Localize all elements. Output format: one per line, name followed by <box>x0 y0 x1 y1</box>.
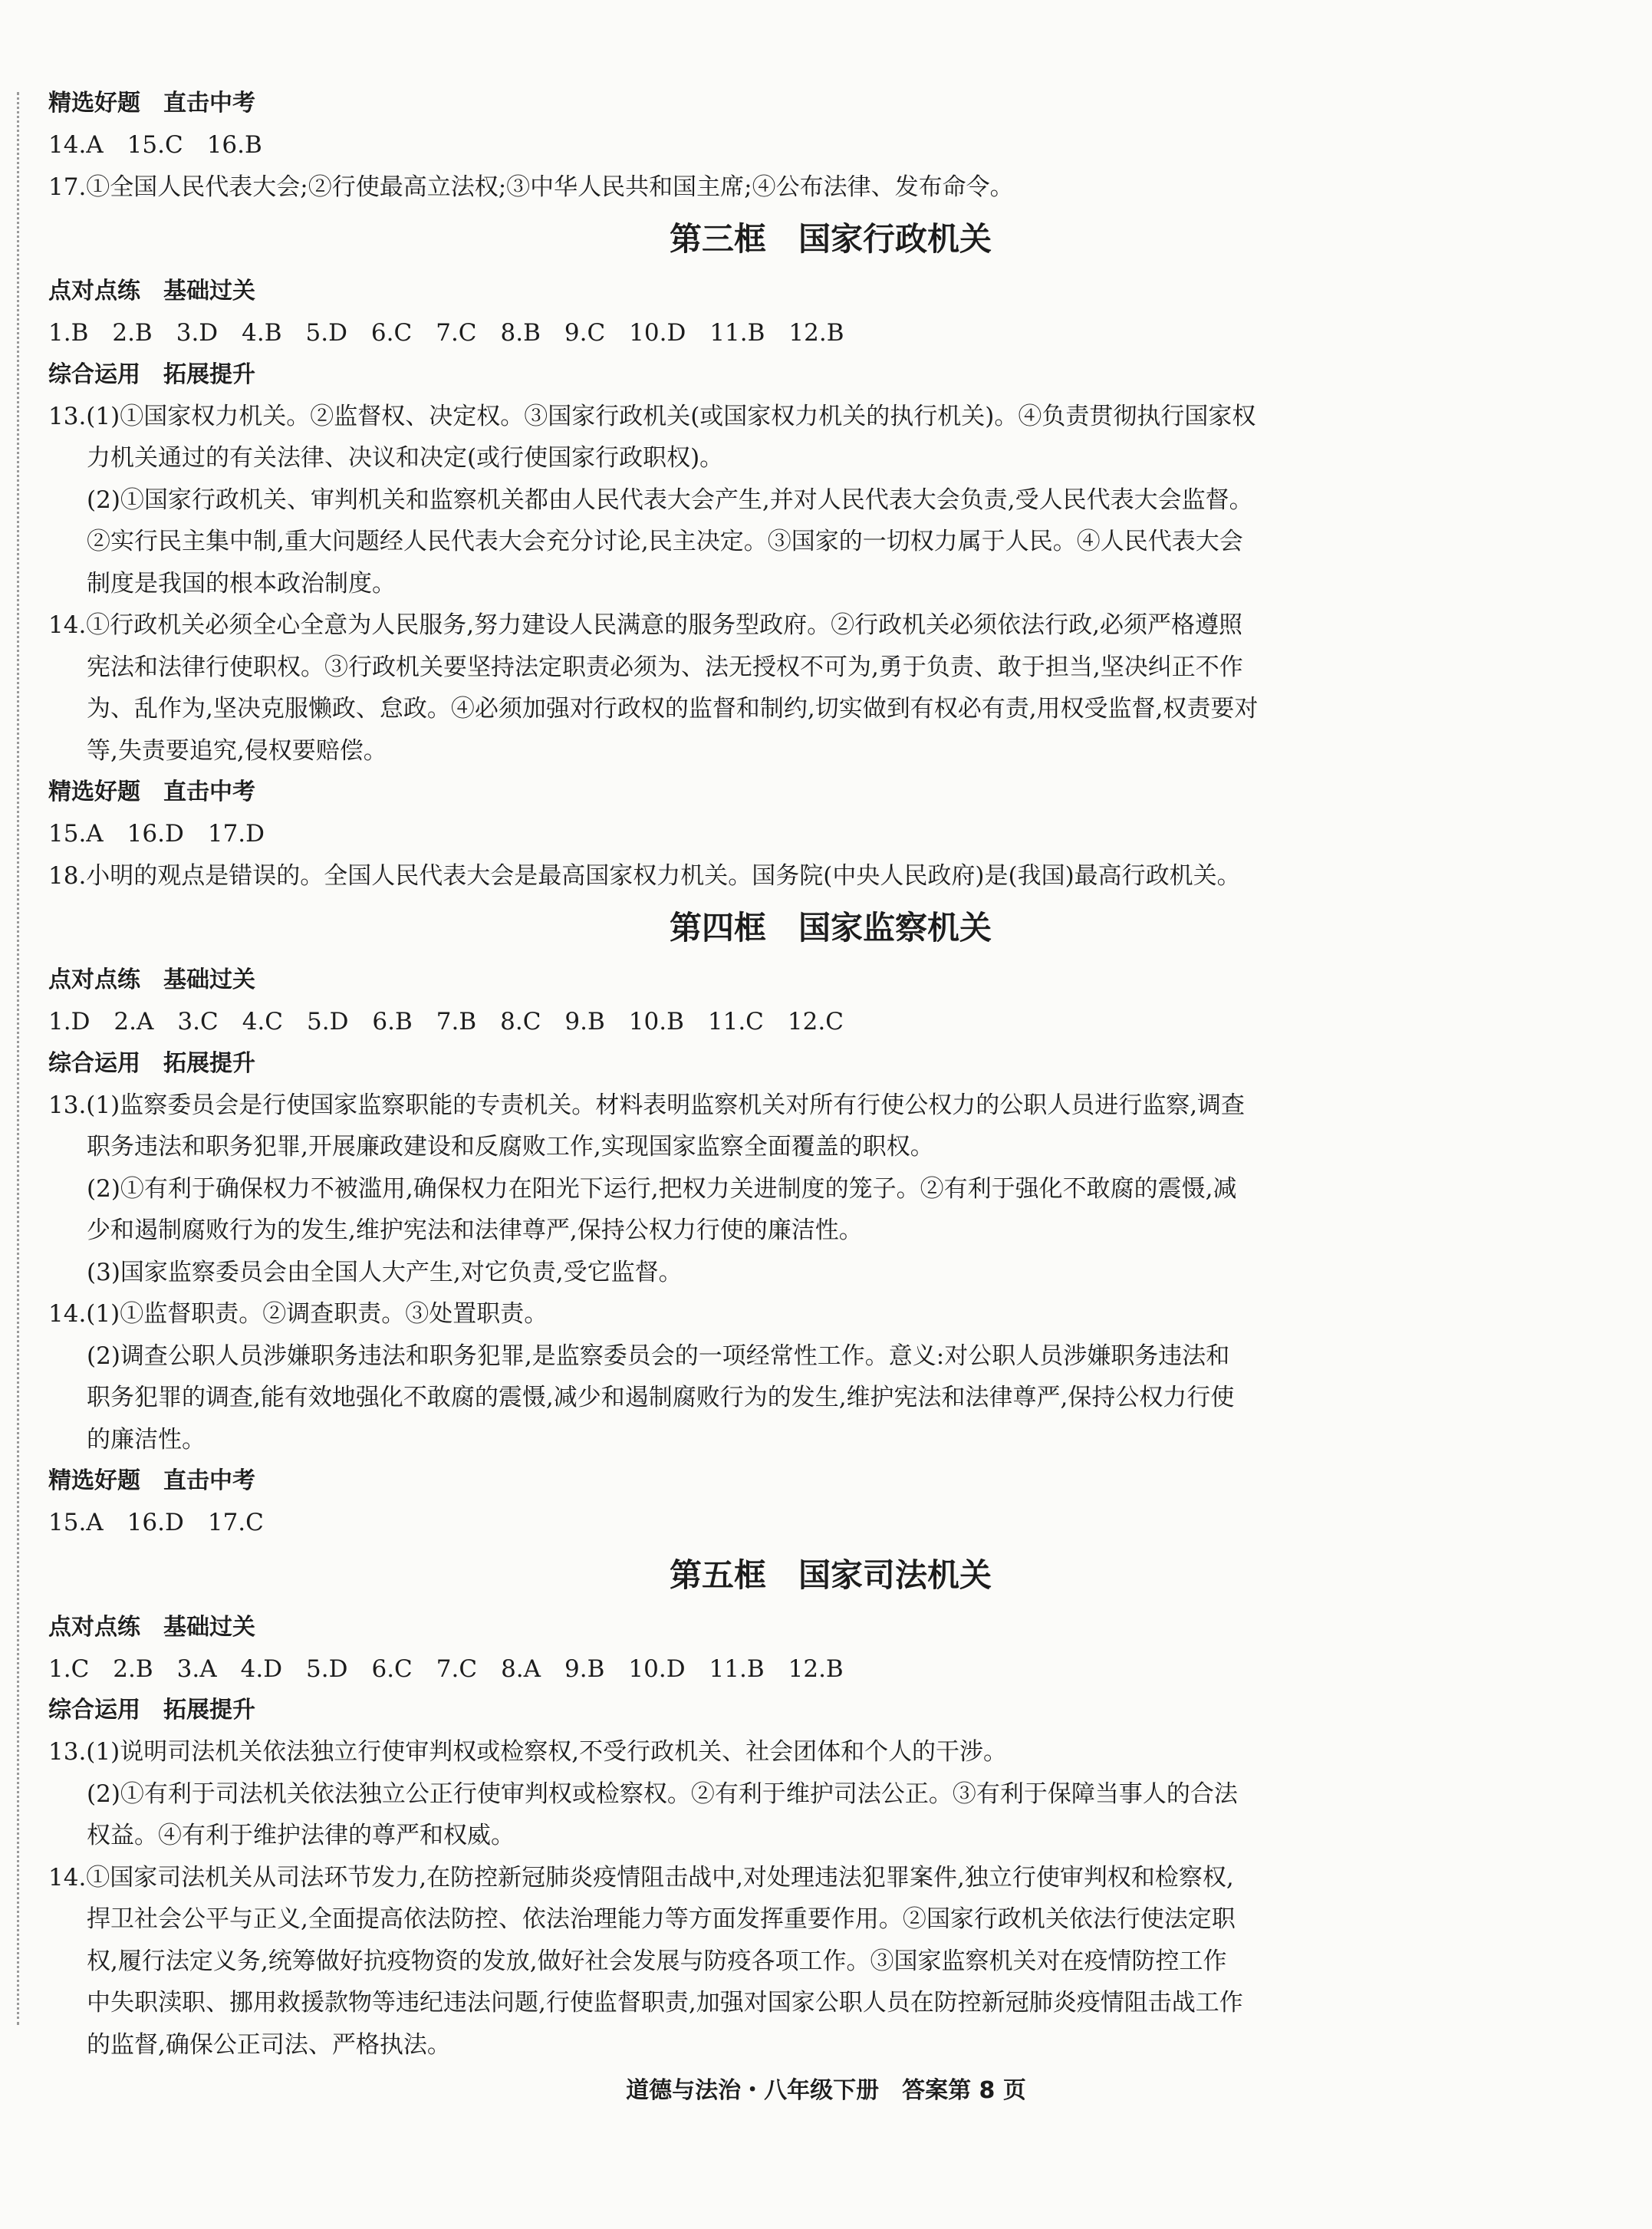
answer-line: ②实行民主集中制,重大问题经人民代表大会充分讨论,民主决定。③国家的一切权力属于人民。④人民代表大会 <box>87 528 1243 555</box>
answer-line: 职务犯罪的调查,能有效地强化不敢腐的震慑,减少和遏制腐败行为的发生,维护宪法和法律尊严,保持公权力行使 <box>87 1384 1235 1411</box>
section-heading-zonghe: 综合运用 拓展提升 <box>48 1697 255 1724</box>
answer-line: 职务违法和职务犯罪,开展廉政建设和反腐败工作,实现国家监察全面覆盖的职权。 <box>87 1133 934 1161</box>
frame-title-4: 第四框 国家监察机关 <box>669 909 992 947</box>
answer-line: (2)调查公职人员涉嫌职务违法和职务犯罪,是监察委员会的一项经常性工作。意义:对公职人员涉嫌职务违法和 <box>87 1342 1230 1370</box>
answer-line: 13.(1)①国家权力机关。②监督权、决定权。③国家行政机关(或国家权力机关的执行机关)。④负责贯彻执行国家权 <box>48 402 1256 430</box>
answer-line: 中失职渎职、挪用救援款物等违纪违法问题,行使监督职责,加强对国家公职人员在防控新冠肺炎疫情阻击战工作 <box>87 1989 1243 2017</box>
answer-line: 为、乱作为,坚决克服懒政、怠政。④必须加强对行政权的监督和制约,切实做到有权必有责,用权受监督,权责要对 <box>87 695 1259 723</box>
section-heading-jingxuan: 精选好题 直击中考 <box>48 779 255 805</box>
answer-line: 17.①全国人民代表大会;②行使最高立法权;③中华人民共和国主席;④公布法律、发布命令。 <box>48 173 1014 201</box>
answer-line: 的廉洁性。 <box>87 1425 206 1454</box>
section-heading-zonghe: 综合运用 拓展提升 <box>48 1049 255 1077</box>
answer-line: 权,履行法定义务,统筹做好抗疫物资的发放,做好社会发展与防疫各项工作。③国家监察机关对在疫情防控工作 <box>87 1947 1227 1975</box>
section-heading-jingxuan: 精选好题 直击中考 <box>48 90 255 117</box>
answer-line: (2)①有利于司法机关依法独立公正行使审判权或检察权。②有利于维护司法公正。③有利于保障当事人的合法 <box>87 1780 1238 1808</box>
section-heading-dianduidian: 点对点练 基础过关 <box>48 278 255 305</box>
answer-line: 13.(1)监察委员会是行使国家监察职能的专责机关。材料表明监察机关对所有行使公权力的公职人员进行监察,调查 <box>48 1091 1246 1119</box>
binding-dotted-line <box>17 92 19 2025</box>
mc-answers: 1.C 2.B 3.A 4.D 5.D 6.C 7.C 8.A 9.B 10.D 11.B 12.B <box>48 1654 844 1683</box>
page-footer: 道德与法治・八年级下册 答案第 8 页 <box>626 2077 1026 2104</box>
answer-line: 14.①国家司法机关从司法环节发力,在防控新冠肺炎疫情阻击战中,对处理违法犯罪案件,独立行使审判权和检察权, <box>48 1863 1234 1892</box>
answer-line: 力机关通过的有关法律、决议和决定(或行使国家行政职权)。 <box>87 444 724 472</box>
answer-line: 制度是我国的根本政治制度。 <box>87 569 396 598</box>
answer-line: 少和遏制腐败行为的发生,维护宪法和法律尊严,保持公权力行使的廉洁性。 <box>87 1217 863 1244</box>
mc-answers: 1.D 2.A 3.C 4.C 5.D 6.B 7.B 8.C 9.B 10.B 11.C 12.C <box>48 1008 844 1035</box>
answer-line: (3)国家监察委员会由全国人大产生,对它负责,受它监督。 <box>87 1258 683 1286</box>
answer-line: 15.A 16.D 17.C <box>48 1509 264 1536</box>
answer-line: 15.A 16.D 17.D <box>48 820 265 848</box>
section-heading-zonghe: 综合运用 拓展提升 <box>48 361 255 388</box>
section-heading-dianduidian: 点对点练 基础过关 <box>48 966 255 993</box>
answer-line: (2)①有利于确保权力不被滥用,确保权力在阳光下运行,把权力关进制度的笼子。②有利于强化不敢腐的震慑,减 <box>87 1174 1237 1203</box>
answer-line: 等,失责要追究,侵权要赔偿。 <box>87 736 387 765</box>
answer-line: 宪法和法律行使职权。③行政机关要坚持法定职责必须为、法无授权不可为,勇于负责、敢于担当,坚决纠正不作 <box>87 653 1243 681</box>
answer-line: 14.①行政机关必须全心全意为人民服务,努力建设人民满意的服务型政府。②行政机关必须依法行政,必须严格遵照 <box>48 611 1243 639</box>
answer-line: 14.A 15.C 16.B <box>48 131 262 159</box>
answer-line: 的监督,确保公正司法、严格执法。 <box>87 2030 451 2059</box>
answer-line: (2)①国家行政机关、审判机关和监察机关都由人民代表大会产生,并对人民代表大会负责,受人民代表大会监督。 <box>87 486 1253 514</box>
frame-title-3: 第三框 国家行政机关 <box>669 220 992 258</box>
answer-line: 13.(1)说明司法机关依法独立行使审判权或检察权,不受行政机关、社会团体和个人的干涉。 <box>48 1738 1008 1766</box>
answer-line: 14.(1)①监督职责。②调查职责。③处置职责。 <box>48 1300 548 1328</box>
answer-page <box>48 83 1613 2066</box>
answer-line: 捍卫社会公平与正义,全面提高依法防控、依法治理能力等方面发挥重要作用。②国家行政机关依法行使法定职 <box>87 1905 1236 1933</box>
section-heading-dianduidian: 点对点练 基础过关 <box>48 1613 255 1641</box>
answer-line: 18.小明的观点是错误的。全国人民代表大会是最高国家权力机关。国务院(中央人民政府)是(我国)最高行政机关。 <box>48 861 1241 890</box>
frame-title-5: 第五框 国家司法机关 <box>669 1556 992 1594</box>
answer-line: 权益。④有利于维护法律的尊严和权威。 <box>87 1822 515 1849</box>
section-heading-jingxuan: 精选好题 直击中考 <box>48 1467 255 1494</box>
mc-answers: 1.B 2.B 3.D 4.B 5.D 6.C 7.C 8.B 9.C 10.D 11.B 12.B <box>48 319 844 347</box>
